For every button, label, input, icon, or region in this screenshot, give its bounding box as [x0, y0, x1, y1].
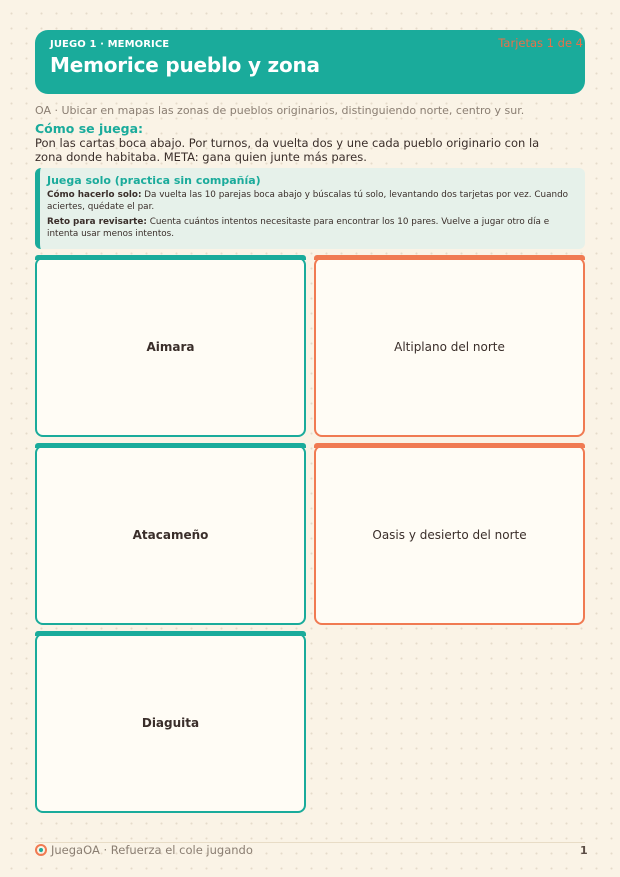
game-title: Memorice pueblo y zona [50, 53, 320, 77]
solo-how-label: Cómo hacerlo solo: [47, 190, 142, 200]
solo-challenge-text: Cuenta cuántos intentos necesitaste para encontrar los 10 pares. Vuelve a jugar otro día e intenta usar menos intentos. [47, 217, 550, 239]
card-people-atacameno[interactable] [35, 445, 306, 625]
card-zone-altiplano[interactable] [314, 257, 585, 437]
solo-play-title: Juega solo (practica sin compañía) [47, 174, 261, 187]
card-people-diaguita[interactable] [35, 633, 306, 813]
footer-brand [35, 843, 253, 857]
game-header [35, 30, 585, 94]
card-zone-oasis[interactable] [314, 445, 585, 625]
solo-challenge-paragraph [47, 216, 575, 240]
brand-logo-icon [35, 844, 47, 856]
solo-challenge-label: Reto para revisarte: [47, 217, 147, 227]
card-label: Diaguita [141, 716, 200, 730]
card-label: Oasis y desierto del norte [372, 528, 527, 542]
card-label: Atacameño [132, 528, 209, 542]
card-label: Aimara [146, 340, 195, 354]
card-people-aimara[interactable] [35, 257, 306, 437]
solo-how-paragraph [47, 189, 575, 213]
cards-count-label: Tarjetas 1 de 4 [498, 36, 583, 50]
how-to-play-text: Pon las cartas boca abajo. Por turnos, da vuelta dos y une cada pueblo originario con la zona donde habitaba. META: gana quien junte más pares. [35, 136, 540, 164]
how-to-play-title: Cómo se juega: [35, 121, 144, 136]
solo-play-box [35, 168, 585, 249]
learning-objective: OA · Ubicar en mapas las zonas de pueblos originarios, distinguiendo norte, centro y sur. [35, 104, 525, 117]
footer-brand-text: JuegaOA · Refuerza el cole jugando [51, 843, 253, 857]
game-kicker: JUEGO 1 · MEMORICE [50, 39, 170, 50]
solo-how-text: Da vuelta las 10 parejas boca abajo y búscalas tú solo, levantando dos tarjetas por vez. Cuando aciertes, quédate el par. [47, 190, 569, 212]
card-label: Altiplano del norte [394, 340, 505, 354]
page-number: 1 [580, 844, 588, 857]
